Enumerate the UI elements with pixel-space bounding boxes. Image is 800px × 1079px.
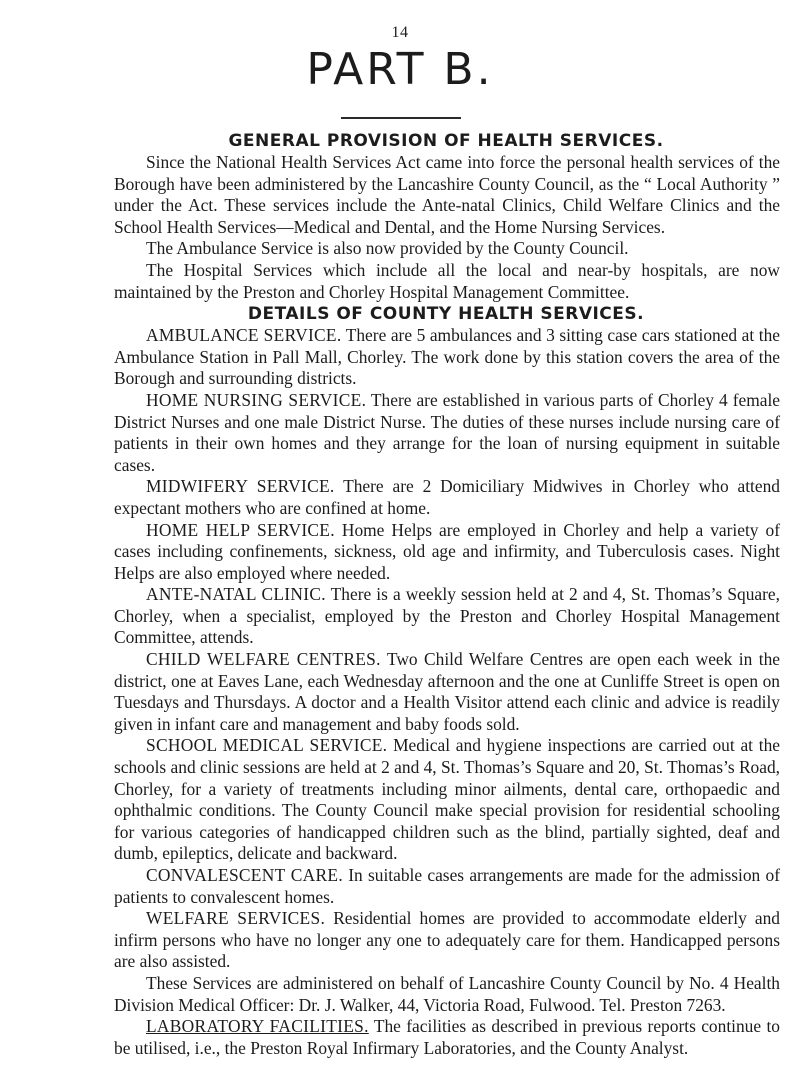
item-text: There are established in various parts of Chorley 4 female District Nurses and one male District Nurse. The duties of these nurses include nursing care of patients in their own homes and they arrange for the loan of nursing equipment in suitable cases.	[114, 389, 780, 475]
item-text: In suitable cases arrangements are made for the admission of patients to convalescent homes.	[114, 865, 780, 907]
item-convalescent	[114, 865, 780, 908]
page-number: 14	[391, 24, 409, 41]
item-lead: AMBULANCE SERVICE.	[146, 325, 342, 346]
item-lead: LABORATORY FACILITIES.	[146, 1016, 369, 1037]
item-ambulance	[114, 325, 780, 390]
item-midwifery	[114, 476, 780, 519]
item-lead: CHILD WELFARE CENTRES.	[146, 649, 381, 670]
paragraph-ambulance-service: The Ambulance Service is also now provided by the County Council.	[146, 238, 629, 259]
item-lead: MIDWIFERY SERVICE.	[146, 476, 335, 497]
item-text: Home Helps are employed in Chorley and help a variety of cases including confinements, sickness, old age and infirmity, and Tuberculosis cases. Night Helps are also employed where needed.	[114, 519, 780, 583]
item-lead: ANTE-NATAL CLINIC.	[146, 584, 326, 605]
item-text: There is a weekly session held at 2 and 4, St. Thomas’s Square, Chorley, when a specialist, employed by the Preston and Chorley Hospital Management Committee, attends.	[114, 584, 780, 648]
item-home-help	[114, 520, 780, 585]
paragraph-hospital-services: The Hospital Services which include all the local and near-by hospitals, are now maintained by the Preston and Chorley Hospital Management Committee.	[114, 259, 780, 302]
item-text: There are 2 Domiciliary Midwives in Chorley who attend expectant mothers who are confined at home.	[114, 476, 780, 518]
paragraph-nhs-act: Since the National Health Services Act came into force the personal health services of the Borough have been administered by the Lancashire County Council, as the “ Local Authority ” under the Act. These services include the Ante-natal Clinics, Child Welfare Clinics and the School Health Services—Medical and Dental, and the Home Nursing Services.	[114, 152, 780, 237]
item-welfare	[114, 908, 780, 973]
item-lead: HOME HELP SERVICE.	[146, 519, 335, 540]
item-home-nursing	[114, 390, 780, 476]
item-laboratory	[114, 1016, 780, 1059]
item-text: Two Child Welfare Centres are open each week in the district, one at Eaves Lane, each Wednesday afternoon and the one at Cunliffe Street is open on Tuesdays and Thursdays. A doctor and a Health Visitor attend each clinic and advice is readily given in infant care and management and baby foods sold.	[114, 649, 780, 734]
section-heading-general-provision: GENERAL PROVISION OF HEALTH SERVICES.	[228, 131, 664, 151]
item-ante-natal	[114, 584, 780, 649]
item-lead: CONVALESCENT CARE.	[146, 865, 343, 885]
part-title: PART B.	[306, 44, 494, 95]
item-text: Residential homes are provided to accommodate elderly and infirm persons who have no longer any one to adequately care for them. Handicapped persons are also assisted.	[114, 908, 780, 972]
section-heading-county-services: DETAILS OF COUNTY HEALTH SERVICES.	[247, 304, 645, 325]
title-underline	[341, 117, 461, 119]
item-child-welfare	[114, 649, 780, 735]
item-lead: SCHOOL MEDICAL SERVICE.	[146, 735, 388, 756]
item-administration	[114, 973, 780, 1016]
item-lead: HOME NURSING SERVICE.	[146, 389, 367, 410]
item-school-medical	[114, 735, 780, 865]
item-text: Medical and hygiene inspections are carried out at the schools and clinic sessions are held at 2 and 4, St. Thomas’s Square and 20, St. Thomas’s Road, Chorley, for a variety of treatments including minor ailments, dental care, orthopaedic and ophthalmic conditions. The County Council make special provision for residential schooling for various categories of handicapped children such as the blind, partially sighted, deaf and dumb, epileptics, delicate and backward.	[114, 735, 781, 864]
item-lead: WELFARE SERVICES.	[146, 908, 326, 929]
item-text: The facilities as described in previous reports continue to be utilised, i.e., the Preston Royal Infirmary Laboratories, and the County Analyst.	[114, 1016, 780, 1058]
item-text: These Services are administered on behalf of Lancashire County Council by No. 4 Health Division Medical Officer: Dr. J. Walker, 44, Victoria Road, Fulwood. Tel. Preston 7263.	[114, 972, 780, 1015]
document-body	[114, 130, 780, 1059]
item-text: There are 5 ambulances and 3 sitting case cars stationed at the Ambulance Station in Pall Mall, Chorley. The work done by this station covers the area of the Borough and surrounding districts.	[114, 325, 781, 389]
